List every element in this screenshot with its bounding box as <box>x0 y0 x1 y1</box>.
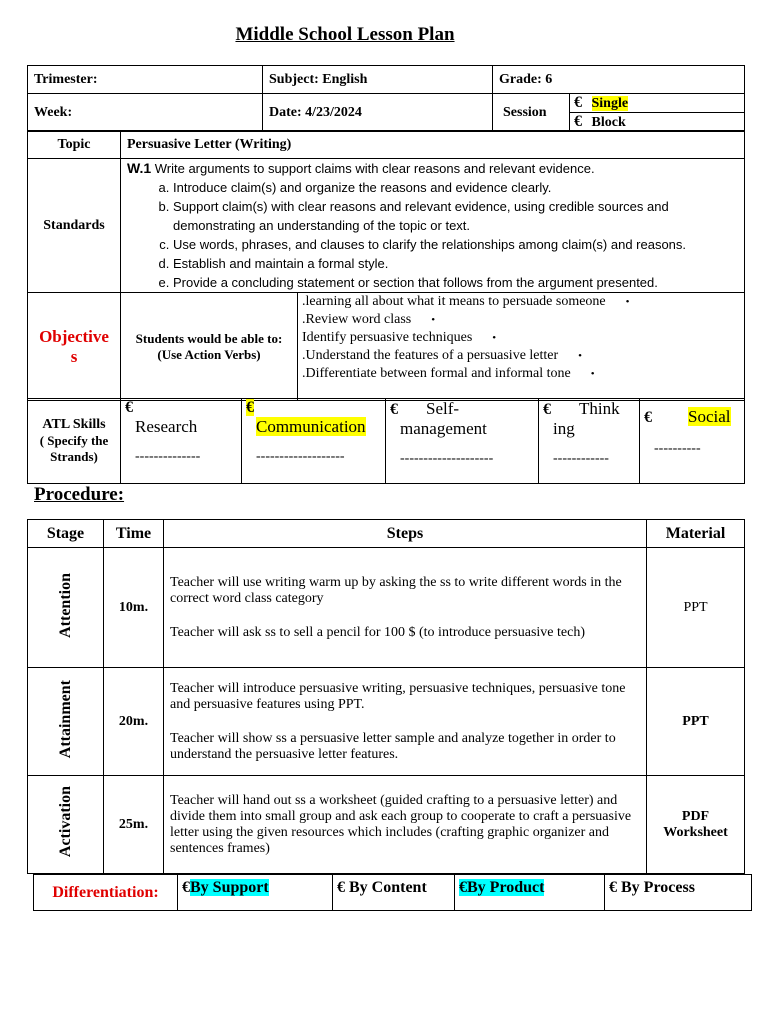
diff-option-product[interactable]: €By Product <box>455 875 605 911</box>
checkbox-icon: € <box>390 401 398 418</box>
checkbox-icon: € <box>337 879 345 896</box>
checkbox-icon: € <box>125 399 133 416</box>
topic-label: Topic <box>28 131 121 159</box>
standards-list <box>127 178 744 292</box>
bullet-icon: • <box>625 296 630 308</box>
stage-cell: Attention <box>28 548 104 668</box>
differentiation-label: Differentiation: <box>34 875 178 911</box>
standards-label: Standards <box>28 159 121 293</box>
session-label: Session <box>493 94 570 132</box>
atl-label: ATL Skills ( Specify the Strands) <box>28 399 121 484</box>
plan-table <box>27 130 745 401</box>
atl-skill-research[interactable]: € Research -------------- <box>121 399 242 484</box>
atl-skill-communication[interactable]: € Communication ------------------- <box>242 399 386 484</box>
standard-code: W.1 <box>127 160 152 176</box>
week-cell: Week: <box>28 94 263 132</box>
checkbox-icon: € <box>609 879 617 896</box>
list-item: c. Use words, phrases, and clauses to clarify the relationships among claim(s) and reasons. <box>173 235 744 254</box>
steps-cell: Teacher will use writing warm up by asking the ss to write different words in the correct word class category Teacher will ask ss to sell a pencil for 100 $ (to introduce persuasive tech) <box>164 548 647 668</box>
checkbox-icon: € <box>459 879 467 896</box>
trimester-cell: Trimester: <box>28 66 263 94</box>
objectives-list <box>302 293 744 383</box>
list-item: d. Establish and maintain a formal style. <box>173 254 744 273</box>
objectives-content <box>298 293 745 401</box>
differentiation-table <box>33 874 752 911</box>
stage-cell: Activation <box>28 776 104 874</box>
column-header-stage: Stage <box>28 520 104 548</box>
time-cell: 25m. <box>104 776 164 874</box>
checkbox-icon: € <box>644 409 652 426</box>
page-title: Middle School Lesson Plan <box>235 24 455 45</box>
standards-content <box>121 159 745 293</box>
bullet-icon: • <box>431 314 436 326</box>
steps-cell: Teacher will hand out ss a worksheet (guided crafting to a persuasive letter) and divide them into small group and ask each group to cooperate to craft a persuasive letter using the given resources which includes (crafting graphic organizer and sentences frames) <box>164 776 647 874</box>
subject-cell: Subject: English <box>263 66 493 94</box>
diff-option-support[interactable]: €By Support <box>178 875 333 911</box>
standard-text: Write arguments to support claims with clear reasons and relevant evidence. <box>154 161 595 176</box>
atl-skill-thinking[interactable]: € Think ing ------------ <box>539 399 640 484</box>
list-item: e. Provide a concluding statement or section that follows from the argument presented. <box>173 273 744 292</box>
bullet-icon: • <box>590 368 595 380</box>
table-row <box>28 668 745 776</box>
atl-skill-social[interactable]: € Social ---------- <box>640 399 745 484</box>
time-cell: 10m. <box>104 548 164 668</box>
list-item: .Understand the features of a persuasive letter • <box>302 348 583 363</box>
list-item: .learning all about what it means to persuade someone • <box>302 294 630 309</box>
column-header-material: Material <box>647 520 745 548</box>
checkbox-icon: € <box>182 879 190 896</box>
session-options <box>570 94 745 132</box>
checkbox-icon: € <box>543 401 551 418</box>
atl-skill-self-management[interactable]: € Self- management -------------------- <box>386 399 539 484</box>
material-cell: PPT <box>647 548 745 668</box>
bullet-icon: • <box>492 332 497 344</box>
list-item: .Review word class • <box>302 312 436 327</box>
procedure-table <box>27 519 745 874</box>
topic-value: Persuasive Letter (Writing) <box>121 131 745 159</box>
stage-cell: Attainment <box>28 668 104 776</box>
bullet-icon: • <box>578 350 583 362</box>
session-option-single[interactable]: € Single <box>570 94 744 113</box>
table-row <box>28 548 745 668</box>
grade-cell: Grade: 6 <box>493 66 745 94</box>
objectives-label: Objective s <box>28 293 121 401</box>
time-cell: 20m. <box>104 668 164 776</box>
objectives-prompt: Students would be able to: (Use Action Verbs) <box>121 293 298 401</box>
header-table <box>27 65 745 132</box>
material-cell: PDF Worksheet <box>647 776 745 874</box>
procedure-heading: Procedure: <box>34 484 125 505</box>
table-row <box>28 776 745 874</box>
column-header-steps: Steps <box>164 520 647 548</box>
atl-table <box>27 398 745 484</box>
diff-option-content[interactable]: € By Content <box>333 875 455 911</box>
column-header-time: Time <box>104 520 164 548</box>
list-item: .Differentiate between formal and informal tone • <box>302 366 595 381</box>
date-cell: Date: 4/23/2024 <box>263 94 493 132</box>
material-cell: PPT <box>647 668 745 776</box>
list-item: a. Introduce claim(s) and organize the reasons and evidence clearly. <box>173 178 744 197</box>
checkbox-icon: € <box>246 399 254 416</box>
diff-option-process[interactable]: € By Process <box>605 875 752 911</box>
steps-cell: Teacher will introduce persuasive writing, persuasive techniques, persuasive tone and persuasive features using PPT. Teacher will show ss a persuasive letter sample and analyze together in order to understand the persuasive letter features. <box>164 668 647 776</box>
checkbox-icon: € <box>574 94 582 111</box>
list-item: Identify persuasive techniques • <box>302 330 497 345</box>
session-option-block[interactable]: € Block <box>574 113 626 130</box>
list-item: b. Support claim(s) with clear reasons and relevant evidence, using credible sources and demonstrating an understanding of the topic or text. <box>173 197 744 235</box>
checkbox-icon: € <box>574 113 582 130</box>
